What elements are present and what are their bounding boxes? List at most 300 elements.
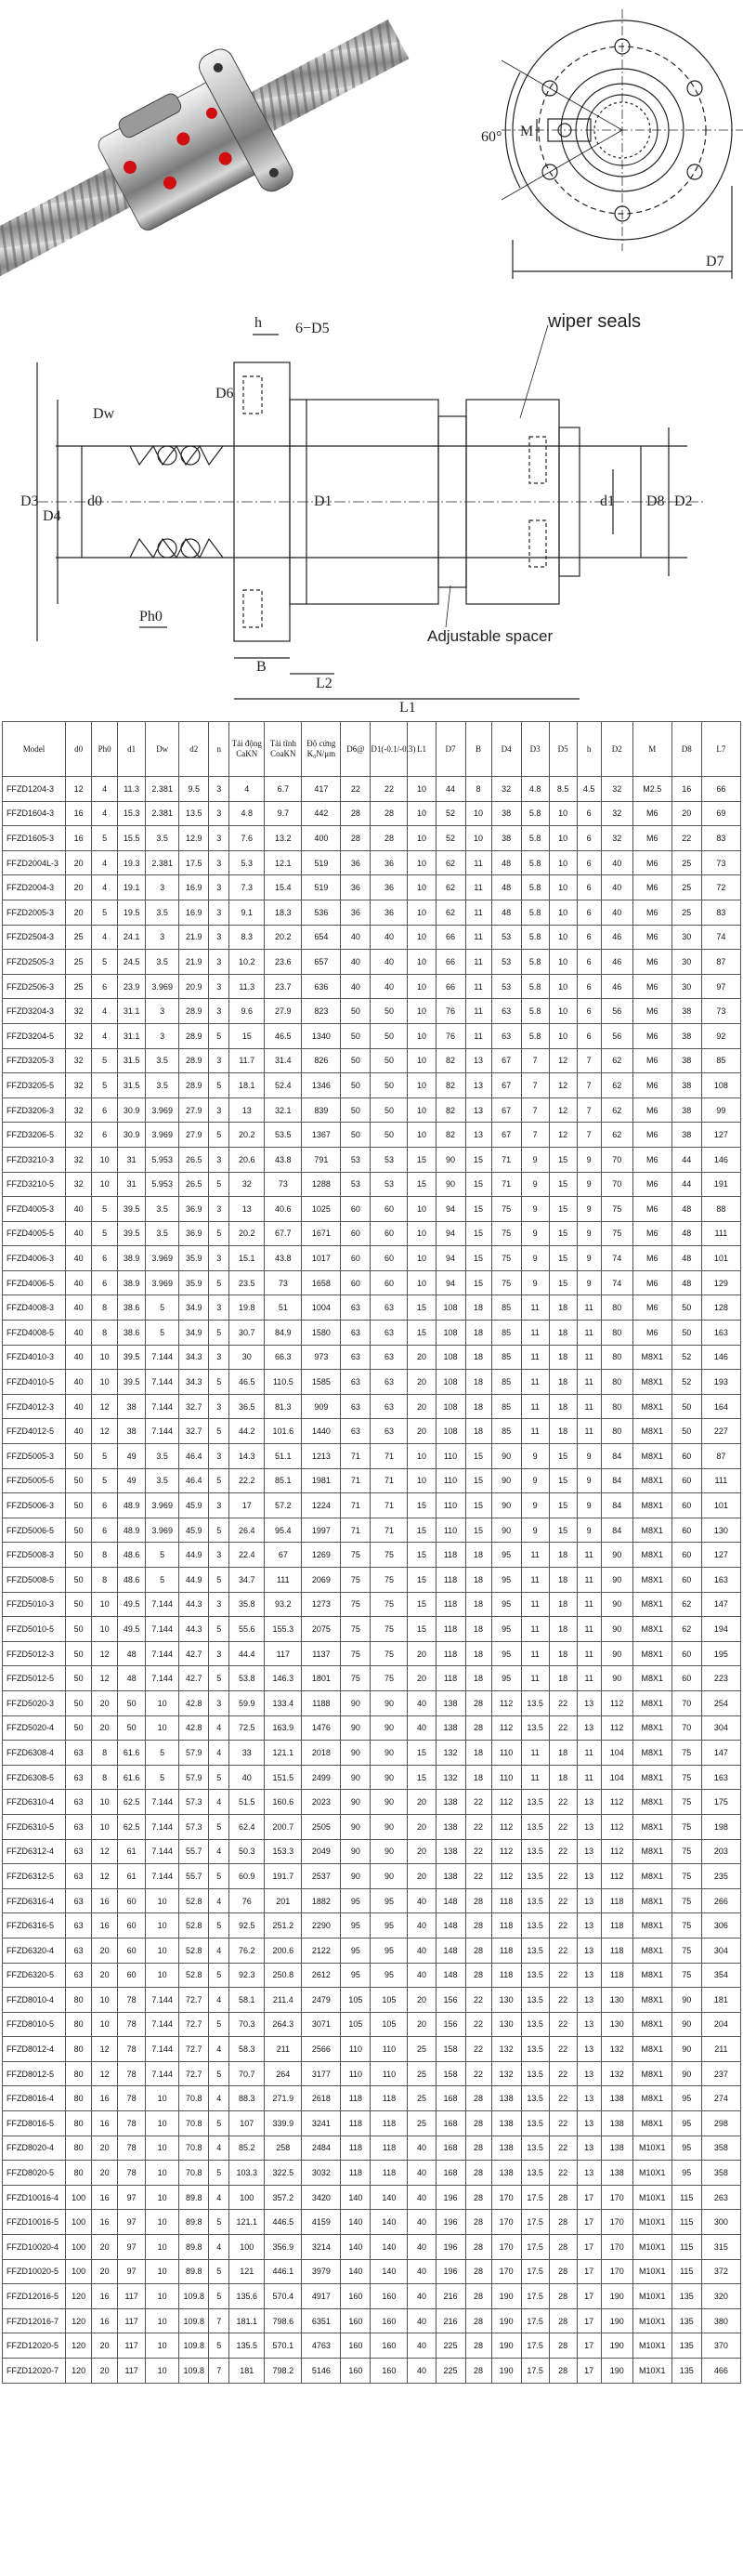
table-cell: 15	[408, 1518, 436, 1543]
table-cell: 163	[701, 1568, 740, 1593]
table-cell: 191	[701, 1172, 740, 1197]
table-cell: 75	[341, 1543, 371, 1568]
table-cell: 63	[371, 1295, 408, 1321]
column-header: Ph0	[92, 722, 118, 777]
table-cell: 53	[371, 1172, 408, 1197]
table-cell: 66	[436, 925, 465, 950]
table-cell: 442	[302, 801, 341, 826]
table-cell: M6	[632, 1295, 671, 1321]
table-cell: 6	[577, 974, 601, 999]
table-cell: 70.8	[179, 2086, 209, 2111]
model-cell: FFZD2504-3	[3, 925, 66, 950]
table-cell: 17.5	[179, 850, 209, 875]
table-cell: 112	[601, 1814, 632, 1839]
table-cell: 50	[371, 1023, 408, 1048]
table-cell: 62	[436, 875, 465, 900]
table-cell: 52	[436, 826, 465, 851]
table-cell: 48	[671, 1246, 701, 1271]
table-cell: 62	[671, 1592, 701, 1617]
table-row	[3, 1493, 741, 1518]
table-cell: 33	[229, 1741, 265, 1766]
table-cell: 118	[341, 2161, 371, 2186]
table-cell: 4159	[302, 2210, 341, 2235]
model-cell: FFZD12020-5	[3, 2333, 66, 2359]
table-cell: 5	[209, 1864, 229, 1889]
table-cell: 3.969	[146, 1097, 179, 1123]
table-cell: 42.7	[179, 1666, 209, 1691]
table-cell: 6	[577, 875, 601, 900]
table-cell: 63	[341, 1419, 371, 1444]
table-cell: 50	[66, 1518, 92, 1543]
table-cell: 28	[549, 2308, 577, 2333]
table-cell: 12	[92, 1419, 118, 1444]
table-cell: 112	[491, 1790, 521, 1815]
table-cell: 18	[549, 1419, 577, 1444]
table-cell: 10	[146, 2111, 179, 2136]
table-cell: M6	[632, 1197, 671, 1222]
table-cell: 9	[521, 1221, 549, 1246]
table-cell: 50	[66, 1715, 92, 1741]
table-cell: 15	[408, 1568, 436, 1593]
table-cell: 18	[549, 1592, 577, 1617]
table-cell: M6	[632, 875, 671, 900]
seal-hole-top	[529, 437, 546, 483]
table-cell: 93.2	[265, 1592, 302, 1617]
table-cell: 90	[371, 1814, 408, 1839]
table-cell: M10X1	[632, 2136, 671, 2161]
table-cell: 40	[408, 1888, 436, 1913]
table-cell: 71	[371, 1493, 408, 1518]
table-cell: 36	[341, 900, 371, 925]
model-cell: FFZD5006-5	[3, 1518, 66, 1543]
table-cell: 15	[465, 1197, 491, 1222]
table-cell: 50	[671, 1321, 701, 1346]
table-cell: 52.8	[179, 1938, 209, 1963]
table-cell: 12	[92, 1666, 118, 1691]
model-cell: FFZD8016-4	[3, 2086, 66, 2111]
table-cell: 118	[341, 2111, 371, 2136]
table-cell: 95	[491, 1641, 521, 1666]
table-cell: 28	[465, 2210, 491, 2235]
ball-screw-photo-illustration	[0, 0, 372, 307]
table-cell: 95	[491, 1592, 521, 1617]
table-cell: 78	[118, 2061, 146, 2086]
table-cell: 6	[577, 826, 601, 851]
table-cell: 358	[701, 2161, 740, 2186]
table-cell: 95	[671, 2111, 701, 2136]
table-cell: 38	[671, 1097, 701, 1123]
table-cell: 22	[549, 1790, 577, 1815]
table-cell: 128	[701, 1295, 740, 1321]
table-cell: 50	[66, 1592, 92, 1617]
table-cell: 52.8	[179, 1963, 209, 1988]
table-row	[3, 1048, 741, 1073]
table-cell: 67	[491, 1097, 521, 1123]
table-cell: M8X1	[632, 1814, 671, 1839]
table-cell: 75	[371, 1641, 408, 1666]
table-cell: 3	[209, 777, 229, 802]
table-cell: 22	[371, 777, 408, 802]
table-cell: 53	[491, 925, 521, 950]
table-cell: 164	[701, 1394, 740, 1419]
table-cell: 105	[371, 2012, 408, 2037]
table-cell: M8X1	[632, 1666, 671, 1691]
table-cell: 130	[601, 2012, 632, 2037]
table-cell: 160	[341, 2284, 371, 2309]
table-cell: 120	[66, 2284, 92, 2309]
table-cell: 170	[491, 2259, 521, 2284]
table-cell: M6	[632, 1321, 671, 1346]
table-cell: 138	[436, 1839, 465, 1864]
table-cell: 132	[436, 1765, 465, 1790]
table-cell: 38	[671, 1123, 701, 1148]
table-cell: 95	[371, 1888, 408, 1913]
table-cell: 75	[341, 1666, 371, 1691]
table-cell: 6	[92, 1493, 118, 1518]
table-cell: 466	[701, 2359, 740, 2384]
table-cell: 76	[229, 1888, 265, 1913]
table-cell: 11	[521, 1741, 549, 1766]
table-cell: 5.3	[229, 850, 265, 875]
table-cell: 109.8	[179, 2308, 209, 2333]
table-cell: 13	[577, 1988, 601, 2013]
table-cell: 12	[549, 1048, 577, 1073]
model-cell: FFZD5010-3	[3, 1592, 66, 1617]
table-cell: 3	[209, 1295, 229, 1321]
table-cell: 92	[701, 1023, 740, 1048]
table-cell: 90	[601, 1568, 632, 1593]
table-row	[3, 2210, 741, 2235]
table-row	[3, 1123, 741, 1148]
table-cell: 115	[671, 2185, 701, 2210]
table-cell: 13.5	[521, 1839, 549, 1864]
table-cell: 24.5	[118, 950, 146, 975]
table-cell: 85	[491, 1394, 521, 1419]
d1-small-label: d1	[600, 493, 615, 509]
table-cell: 3.5	[146, 900, 179, 925]
table-cell: 636	[302, 974, 341, 999]
table-cell: 32	[601, 826, 632, 851]
table-cell: 63	[491, 1023, 521, 1048]
m-label: M	[520, 124, 534, 139]
table-cell: 36	[371, 900, 408, 925]
table-cell: 10	[92, 1147, 118, 1172]
table-cell: 40	[371, 925, 408, 950]
table-cell: 71	[341, 1518, 371, 1543]
table-cell: 28	[465, 1913, 491, 1939]
table-cell: 5	[146, 1321, 179, 1346]
table-cell: 90	[601, 1617, 632, 1642]
table-cell: 40	[408, 1938, 436, 1963]
table-cell: 40	[408, 2359, 436, 2384]
table-cell: 5	[209, 1370, 229, 1395]
table-cell: 109.8	[179, 2359, 209, 2384]
table-cell: 108	[436, 1394, 465, 1419]
table-cell: 11	[465, 1023, 491, 1048]
table-cell: 200.7	[265, 1814, 302, 1839]
table-cell: 19.8	[229, 1295, 265, 1321]
table-cell: 90	[671, 2037, 701, 2062]
table-cell: 80	[66, 2111, 92, 2136]
table-cell: 11	[577, 1741, 601, 1766]
table-cell: 63	[491, 999, 521, 1024]
table-cell: 63	[66, 1913, 92, 1939]
table-cell: 60	[341, 1270, 371, 1295]
table-cell: 196	[436, 2210, 465, 2235]
model-cell: FFZD4008-5	[3, 1321, 66, 1346]
table-cell: 22	[549, 1988, 577, 2013]
column-header: d1	[118, 722, 146, 777]
table-cell: 519	[302, 875, 341, 900]
table-cell: M8X1	[632, 1419, 671, 1444]
table-cell: 63	[371, 1419, 408, 1444]
table-cell: 11	[465, 950, 491, 975]
section-view-drawing	[0, 307, 743, 716]
table-cell: 170	[491, 2235, 521, 2260]
table-cell: 3	[209, 1246, 229, 1271]
table-cell: 75	[491, 1221, 521, 1246]
table-cell: 8.5	[549, 777, 577, 802]
table-cell: 10	[549, 925, 577, 950]
table-cell: 138	[491, 2111, 521, 2136]
table-cell: 75	[671, 1790, 701, 1815]
table-cell: 48	[671, 1221, 701, 1246]
flange-hole-bottom	[243, 590, 262, 627]
table-cell: 82	[436, 1073, 465, 1098]
table-cell: 97	[118, 2259, 146, 2284]
table-cell: 15	[549, 1197, 577, 1222]
table-cell: 59.9	[229, 1690, 265, 1715]
table-cell: 20	[408, 1394, 436, 1419]
table-cell: 115	[671, 2259, 701, 2284]
table-cell: 110	[436, 1518, 465, 1543]
table-row	[3, 1370, 741, 1395]
table-cell: 111	[265, 1568, 302, 1593]
model-cell: FFZD3204-3	[3, 999, 66, 1024]
table-cell: 20	[408, 2012, 436, 2037]
table-cell: 49	[118, 1444, 146, 1469]
table-cell: 132	[601, 2061, 632, 2086]
table-cell: 20	[92, 1690, 118, 1715]
table-cell: 9	[521, 1197, 549, 1222]
table-cell: 20	[92, 2136, 118, 2161]
table-cell: 10	[408, 1270, 436, 1295]
table-cell: 5	[209, 2161, 229, 2186]
table-cell: 118	[491, 1938, 521, 1963]
table-cell: 34.9	[179, 1321, 209, 1346]
table-cell: 17	[577, 2359, 601, 2384]
table-cell: 30.9	[118, 1097, 146, 1123]
table-cell: 108	[701, 1073, 740, 1098]
model-cell: FFZD1605-3	[3, 826, 66, 851]
flange-hole-top	[243, 376, 262, 414]
table-cell: 3.5	[146, 1197, 179, 1222]
table-cell: 40	[341, 925, 371, 950]
table-cell: 153.3	[265, 1839, 302, 1864]
table-cell: 5	[209, 1221, 229, 1246]
table-cell: 12	[92, 2061, 118, 2086]
table-cell: 13	[577, 2136, 601, 2161]
table-cell: 17.5	[521, 2308, 549, 2333]
table-cell: 22	[465, 2012, 491, 2037]
table-cell: 5.953	[146, 1147, 179, 1172]
table-cell: 13	[577, 1888, 601, 1913]
table-cell: 84	[601, 1493, 632, 1518]
table-cell: 40	[66, 1295, 92, 1321]
table-cell: 25	[408, 2061, 436, 2086]
table-cell: 15	[465, 1246, 491, 1271]
table-row	[3, 1419, 741, 1444]
table-cell: 28	[465, 2359, 491, 2384]
table-cell: 52	[671, 1370, 701, 1395]
table-cell: 7	[577, 1073, 601, 1098]
table-cell: 7	[577, 1048, 601, 1073]
table-cell: 117	[118, 2333, 146, 2359]
table-cell: 71	[341, 1468, 371, 1493]
table-cell: 417	[302, 777, 341, 802]
table-cell: M8X1	[632, 1641, 671, 1666]
table-cell: 148	[436, 1963, 465, 1988]
table-cell: 10	[408, 1048, 436, 1073]
table-cell: 5	[209, 1321, 229, 1346]
table-cell: 118	[436, 1666, 465, 1691]
table-cell: 11	[465, 850, 491, 875]
table-cell: 90	[371, 1790, 408, 1815]
table-cell: 9	[521, 1246, 549, 1271]
table-cell: 18.1	[229, 1073, 265, 1098]
table-cell: 25	[408, 2111, 436, 2136]
table-cell: 5.8	[521, 925, 549, 950]
table-cell: 10	[146, 1938, 179, 1963]
table-cell: 117	[118, 2308, 146, 2333]
table-cell: 80	[601, 1419, 632, 1444]
table-cell: 67	[491, 1073, 521, 1098]
model-cell: FFZD6312-4	[3, 1839, 66, 1864]
table-cell: 5.953	[146, 1172, 179, 1197]
table-cell: 18.3	[265, 900, 302, 925]
table-cell: 25	[66, 950, 92, 975]
table-cell: 97	[118, 2210, 146, 2235]
table-cell: 70	[601, 1147, 632, 1172]
table-row	[3, 1321, 741, 1346]
table-cell: 17	[229, 1493, 265, 1518]
table-cell: 110	[341, 2037, 371, 2062]
table-cell: 95	[371, 1938, 408, 1963]
table-cell: 140	[371, 2259, 408, 2284]
table-cell: 40	[601, 850, 632, 875]
table-cell: 94	[436, 1270, 465, 1295]
table-cell: 2499	[302, 1765, 341, 1790]
table-cell: 163	[701, 1321, 740, 1346]
table-cell: 9	[577, 1221, 601, 1246]
table-cell: 181	[701, 1988, 740, 2013]
table-cell: 60.9	[229, 1864, 265, 1889]
table-cell: 10	[92, 1370, 118, 1395]
table-cell: 138	[436, 1715, 465, 1741]
table-cell: 10	[146, 2259, 179, 2284]
table-cell: 10	[408, 1444, 436, 1469]
table-cell: 84.9	[265, 1321, 302, 1346]
table-cell: 50	[66, 1568, 92, 1593]
table-cell: 3.969	[146, 1493, 179, 1518]
model-cell: FFZD4008-3	[3, 1295, 66, 1321]
table-cell: 160	[371, 2359, 408, 2384]
table-row	[3, 2259, 741, 2284]
table-cell: 7	[521, 1073, 549, 1098]
table-cell: M8X1	[632, 2111, 671, 2136]
table-cell: 95	[671, 2086, 701, 2111]
table-cell: 271.9	[265, 2086, 302, 2111]
table-cell: 264.3	[265, 2012, 302, 2037]
table-cell: 26.5	[179, 1147, 209, 1172]
table-cell: 12	[549, 1073, 577, 1098]
table-cell: 200.6	[265, 1938, 302, 1963]
table-cell: 11	[521, 1370, 549, 1395]
table-cell: 13	[577, 1715, 601, 1741]
table-cell: 28	[465, 1938, 491, 1963]
table-cell: 5	[209, 1023, 229, 1048]
table-cell: 15	[549, 1246, 577, 1271]
table-cell: 89.8	[179, 2210, 209, 2235]
table-cell: 22	[549, 1839, 577, 1864]
table-cell: 78	[118, 1988, 146, 2013]
table-cell: 5	[209, 1270, 229, 1295]
table-cell: 17.5	[521, 2359, 549, 2384]
table-cell: 118	[371, 2086, 408, 2111]
table-row	[3, 2111, 741, 2136]
table-cell: 22	[549, 1864, 577, 1889]
table-cell: 60	[118, 1963, 146, 1988]
table-cell: 10	[549, 875, 577, 900]
table-cell: 15	[408, 1295, 436, 1321]
table-cell: M10X1	[632, 2284, 671, 2309]
table-cell: 53	[371, 1147, 408, 1172]
table-cell: 40	[66, 1221, 92, 1246]
table-cell: 18	[465, 1641, 491, 1666]
table-cell: 49	[118, 1468, 146, 1493]
table-cell: 5146	[302, 2359, 341, 2384]
spec-table-body	[3, 777, 741, 2384]
table-cell: 13	[577, 2161, 601, 2186]
table-cell: 118	[436, 1568, 465, 1593]
table-cell: 10	[408, 974, 436, 999]
table-cell: 13	[577, 2111, 601, 2136]
table-cell: 7.144	[146, 1839, 179, 1864]
table-cell: 13.5	[521, 2111, 549, 2136]
table-cell: 31.1	[118, 1023, 146, 1048]
table-cell: 52.8	[179, 1913, 209, 1939]
table-cell: 40	[66, 1246, 92, 1271]
table-cell: 140	[341, 2210, 371, 2235]
table-cell: 40	[341, 950, 371, 975]
table-cell: 16	[66, 801, 92, 826]
table-cell: 46.4	[179, 1468, 209, 1493]
table-cell: 40	[66, 1321, 92, 1346]
table-cell: 23.6	[265, 950, 302, 975]
table-cell: 20	[408, 1839, 436, 1864]
table-cell: 235	[701, 1864, 740, 1889]
table-cell: 13	[577, 2012, 601, 2037]
table-cell: 32	[229, 1172, 265, 1197]
table-cell: 28.9	[179, 999, 209, 1024]
table-cell: 105	[341, 2012, 371, 2037]
table-cell: 130	[601, 1988, 632, 2013]
table-cell: 320	[701, 2284, 740, 2309]
table-cell: 121.1	[229, 2210, 265, 2235]
table-cell: 2612	[302, 1963, 341, 1988]
table-cell: 7.144	[146, 1617, 179, 1642]
table-cell: 22	[549, 2161, 577, 2186]
